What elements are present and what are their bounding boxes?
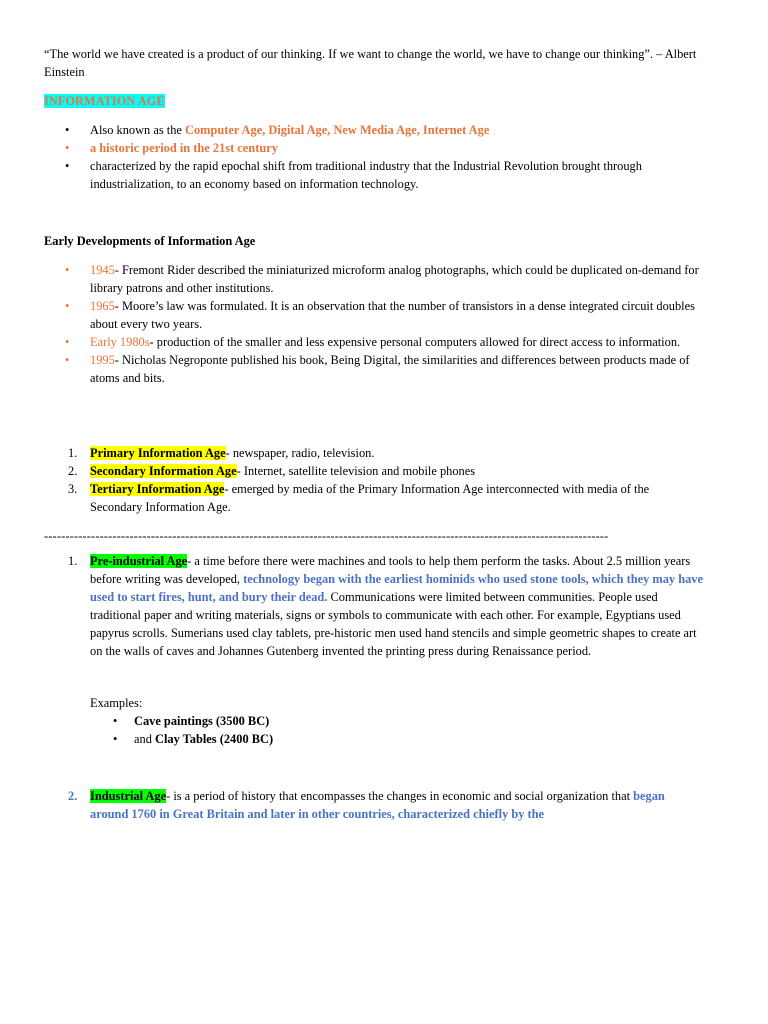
bullet-icon: • [65, 299, 70, 313]
list-item [44, 712, 704, 730]
example-prefix: and [134, 732, 155, 746]
item-text: Communications were limited between communities. People used traditional paper and writing materials, signs or symbols to communicate with each other. For example, Egyptians used papyrus scrolls. Sumerians used clay tablets, pre-historic men used hand stencils and simple geometric shapes to create art on the walls of caves and Johannes Gutenberg invented the printing press during Renaissance period. [90, 590, 697, 658]
item-text: - emerged by media of the Primary Information Age interconnected with media of the Secondary Information Age. [90, 482, 650, 514]
bullet-text: - Moore’s law was formulated. It is an observation that the number of transistors in a dense integrated circuit doubles about every two years. [90, 299, 695, 331]
bullet-icon: • [65, 353, 70, 367]
alt-names-highlight: Computer Age, Digital Age, New Media Age, Internet Age [185, 123, 490, 137]
bullet-icon: • [65, 263, 70, 277]
list-number: 1. [68, 554, 78, 568]
einstein-quote: “The world we have created is a product of our thinking. If we want to change the world, we have to change our thinking”. – Albert Einstein [44, 47, 697, 79]
list-item [44, 333, 704, 351]
term-highlight: Primary Information Age [90, 446, 226, 460]
item-text: - is a period of history that encompasses the changes in economic and social organization that [166, 789, 634, 803]
bullet-text: characterized by the rapid epochal shift from traditional industry that the Industrial Revolution brought through industrialization, to an economy based on information technology. [90, 159, 642, 191]
item-text: - Internet, satellite television and mobile phones [236, 464, 476, 478]
bullet-icon: • [65, 141, 70, 155]
list-item [44, 297, 704, 333]
bullet-text: - production of the smaller and less expensive personal computers allowed for direct access to information. [149, 335, 681, 349]
list-item [44, 552, 704, 660]
example-text: Clay Tables (2400 BC) [155, 732, 274, 746]
example-text: Cave paintings (3500 BC) [134, 714, 270, 728]
list-number: 2. [68, 464, 78, 478]
information-age-types-list [44, 444, 704, 516]
list-item [44, 139, 704, 157]
list-item [44, 121, 704, 139]
term-highlight: Secondary Information Age [90, 464, 237, 478]
bullet-text: - Nicholas Negroponte published his book, Being Digital, the similarities and differences between products made of atoms and bits. [90, 353, 690, 385]
examples-label: Examples: [90, 696, 143, 710]
year-label: 1945 [90, 263, 115, 277]
examples-list [44, 712, 704, 748]
blue-highlight-text: began around 1760 in Great Britain and later in other countries, characterized chiefly by the [90, 789, 665, 821]
list-number: 1. [68, 446, 78, 460]
information-age-list [44, 121, 704, 193]
bullet-icon: • [113, 732, 118, 746]
term-highlight: Tertiary Information Age [90, 482, 225, 496]
term-highlight: Pre-industrial Age [90, 554, 188, 568]
bullet-text: a historic period in the 21st century [90, 141, 278, 155]
information-age-heading-text: INFORMATION AGE [44, 94, 165, 108]
list-number: 2. [68, 789, 78, 803]
dashed-divider: ------------------------------------------------------------------------------------------------------------------------------------ [44, 529, 609, 543]
bullet-icon: • [113, 714, 118, 728]
list-item [44, 787, 704, 823]
blue-highlight-text: technology began with the earliest hominids who used stone tools, which they may have used to start fires, hunt, and bury their dead. [90, 572, 703, 604]
year-label: Early 1980s [90, 335, 150, 349]
item-text: - newspaper, radio, television. [225, 446, 375, 460]
list-item [44, 462, 704, 480]
bullet-text: - Fremont Rider described the miniaturized microform analog photographs, which could be duplicated on-demand for library patrons and other institutions. [90, 263, 699, 295]
list-item [44, 730, 704, 748]
year-label: 1965 [90, 299, 115, 313]
pre-industrial-section [44, 552, 704, 660]
list-item [44, 480, 704, 516]
list-item [44, 261, 704, 297]
bullet-text: Also known as the [90, 123, 185, 137]
bullet-icon: • [65, 123, 70, 137]
list-item [44, 157, 704, 193]
early-developments-heading: Early Developments of Information Age [44, 234, 256, 248]
list-number: 3. [68, 482, 78, 496]
item-text: - a time before there were machines and tools to help them perform the tasks. About 2.5 million years before writing was developed, [90, 554, 691, 586]
term-highlight: Industrial Age [90, 789, 167, 803]
early-developments-list [44, 261, 704, 387]
bullet-icon: • [65, 335, 70, 349]
information-age-heading [44, 92, 704, 110]
year-label: 1995 [90, 353, 115, 367]
list-item [44, 444, 704, 462]
industrial-section [44, 787, 704, 823]
bullet-icon: • [65, 159, 70, 173]
list-item [44, 351, 704, 387]
